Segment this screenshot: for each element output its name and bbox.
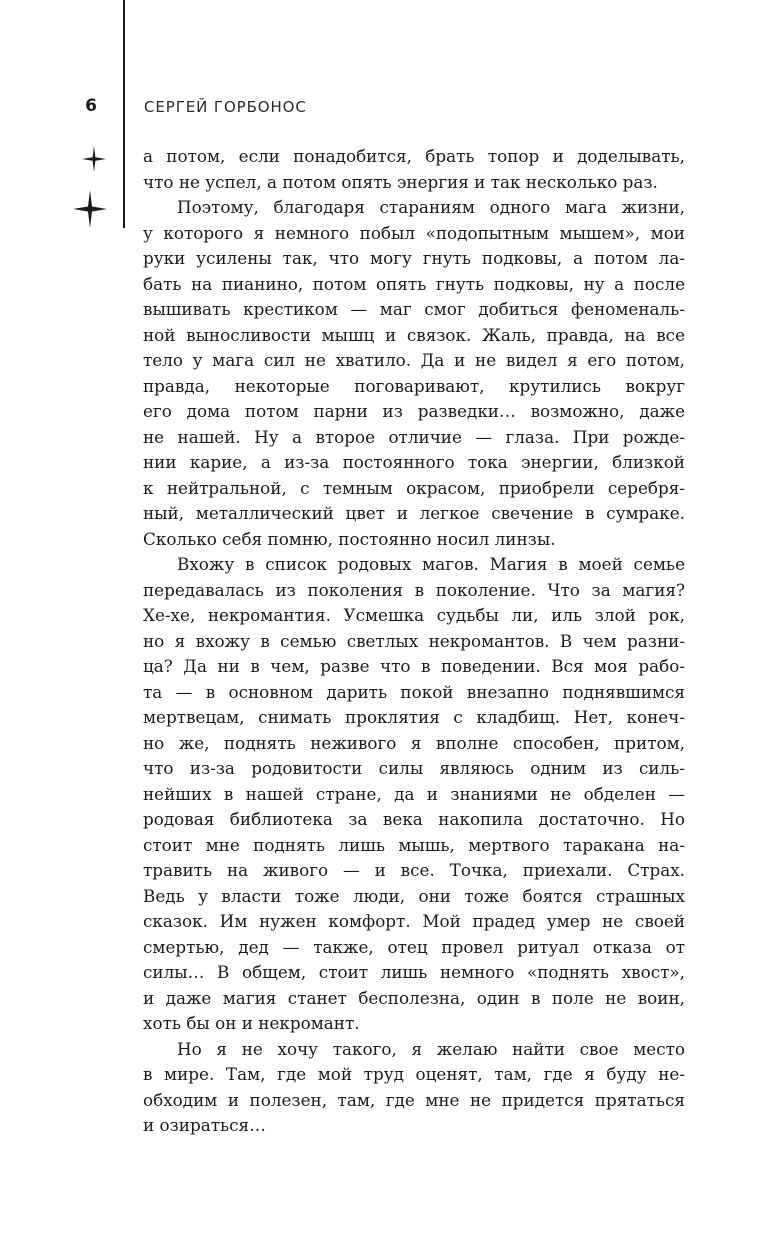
paragraph xyxy=(143,552,685,1037)
text-line: и даже магия станет бесполезна, один в поле не воин, xyxy=(143,987,685,1008)
text-line: стоит мне поднять лишь мышь, мертвого таракана на- xyxy=(143,834,685,855)
paragraph xyxy=(143,144,685,195)
text-line: ной выносливости мышц и связок. Жаль, правда, на все xyxy=(143,324,685,345)
margin-rule xyxy=(123,0,125,228)
page-number: 6 xyxy=(85,96,97,116)
text-line: а потом, если понадобится, брать топор и доделывать, xyxy=(143,146,685,166)
text-line: но же, поднять неживого я вполне способен, притом, xyxy=(143,732,685,753)
text-line: у которого я немного побыл «подопытным мышем», мои xyxy=(143,222,685,243)
text-line: та — в основном дарить покой внезапно поднявшимся xyxy=(143,681,685,702)
text-line: Но я не хочу такого, я желаю найти свое место xyxy=(177,1038,685,1059)
text-line: что из-за родовитости силы являюсь одним из силь- xyxy=(143,758,685,778)
text-line: силы… В общем, стоит лишь немного «поднять хвост», xyxy=(143,962,685,982)
text-line: Ведь у власти тоже люди, они тоже боятся страшных xyxy=(143,885,685,906)
running-head: СЕРГЕЙ ГОРБОНОС xyxy=(144,98,307,116)
text-line: травить на живого — и все. Точка, приехали. Страх. xyxy=(143,860,685,880)
text-line: нейших в нашей стране, да и знаниями не обделен — xyxy=(143,783,685,804)
text-line: Сколько себя помню, постоянно носил линзы. xyxy=(143,528,556,549)
paragraph xyxy=(143,195,685,552)
text-line: что не успел, а потом опять энергия и так несколько раз. xyxy=(143,171,658,192)
text-line: сказок. Им нужен комфорт. Мой прадед умер не своей xyxy=(143,911,685,931)
text-line: его дома потом парни из разведки… возможно, даже xyxy=(143,401,685,421)
text-line: в мире. Там, где мой труд оценят, там, где я буду не- xyxy=(143,1064,685,1084)
text-line: Вхожу в список родовых магов. Магия в моей семье xyxy=(177,554,685,574)
text-line: Поэтому, благодаря стараниям одного мага жизни, xyxy=(177,197,685,217)
text-line: ца? Да ни в чем, разве что в поведении. Вся моя рабо- xyxy=(143,656,685,676)
text-line: правда, некоторые поговаривают, крутились вокруг xyxy=(143,375,685,396)
text-line: Хе-хе, некромантия. Усмешка судьбы ли, иль злой рок, xyxy=(143,605,685,625)
body-text xyxy=(143,144,685,1139)
text-line: нии карие, а из-за постоянного тока энергии, близкой xyxy=(143,452,685,472)
text-line: передавалась из поколения в поколение. Что за магия? xyxy=(143,579,685,600)
text-line: вышивать крестиком — маг смог добиться феноменаль- xyxy=(143,299,685,319)
text-line: к нейтральной, с темным окрасом, приобрели серебря- xyxy=(143,477,685,498)
text-line: хоть бы он и некромант. xyxy=(143,1013,360,1033)
text-line: но я вхожу в семью светлых некромантов. В чем разни- xyxy=(143,630,685,651)
text-line: бать на пианино, потом опять гнуть подковы, ну а после xyxy=(143,273,685,294)
text-line: руки усилены так, что могу гнуть подковы, а потом ла- xyxy=(143,248,685,268)
four-point-star-icon xyxy=(82,146,106,172)
text-line: ный, металлический цвет и легкое свечение в сумраке. xyxy=(143,503,685,523)
text-line: мертвецам, снимать проклятия с кладбищ. Нет, конеч- xyxy=(143,707,685,727)
text-line: и озираться… xyxy=(143,1115,266,1135)
text-line: тело у мага сил не хватило. Да и не видел я его потом, xyxy=(143,350,685,370)
four-point-star-icon xyxy=(73,190,107,228)
text-line: смертью, дед — также, отец провел ритуал отказа от xyxy=(143,936,685,957)
paragraph xyxy=(143,1037,685,1139)
text-line: родовая библиотека за века накопила достаточно. Но xyxy=(143,809,685,829)
text-line: не нашей. Ну а второе отличие — глаза. При рожде- xyxy=(143,426,685,447)
text-line: обходим и полезен, там, где мне не придется прятаться xyxy=(143,1089,685,1110)
